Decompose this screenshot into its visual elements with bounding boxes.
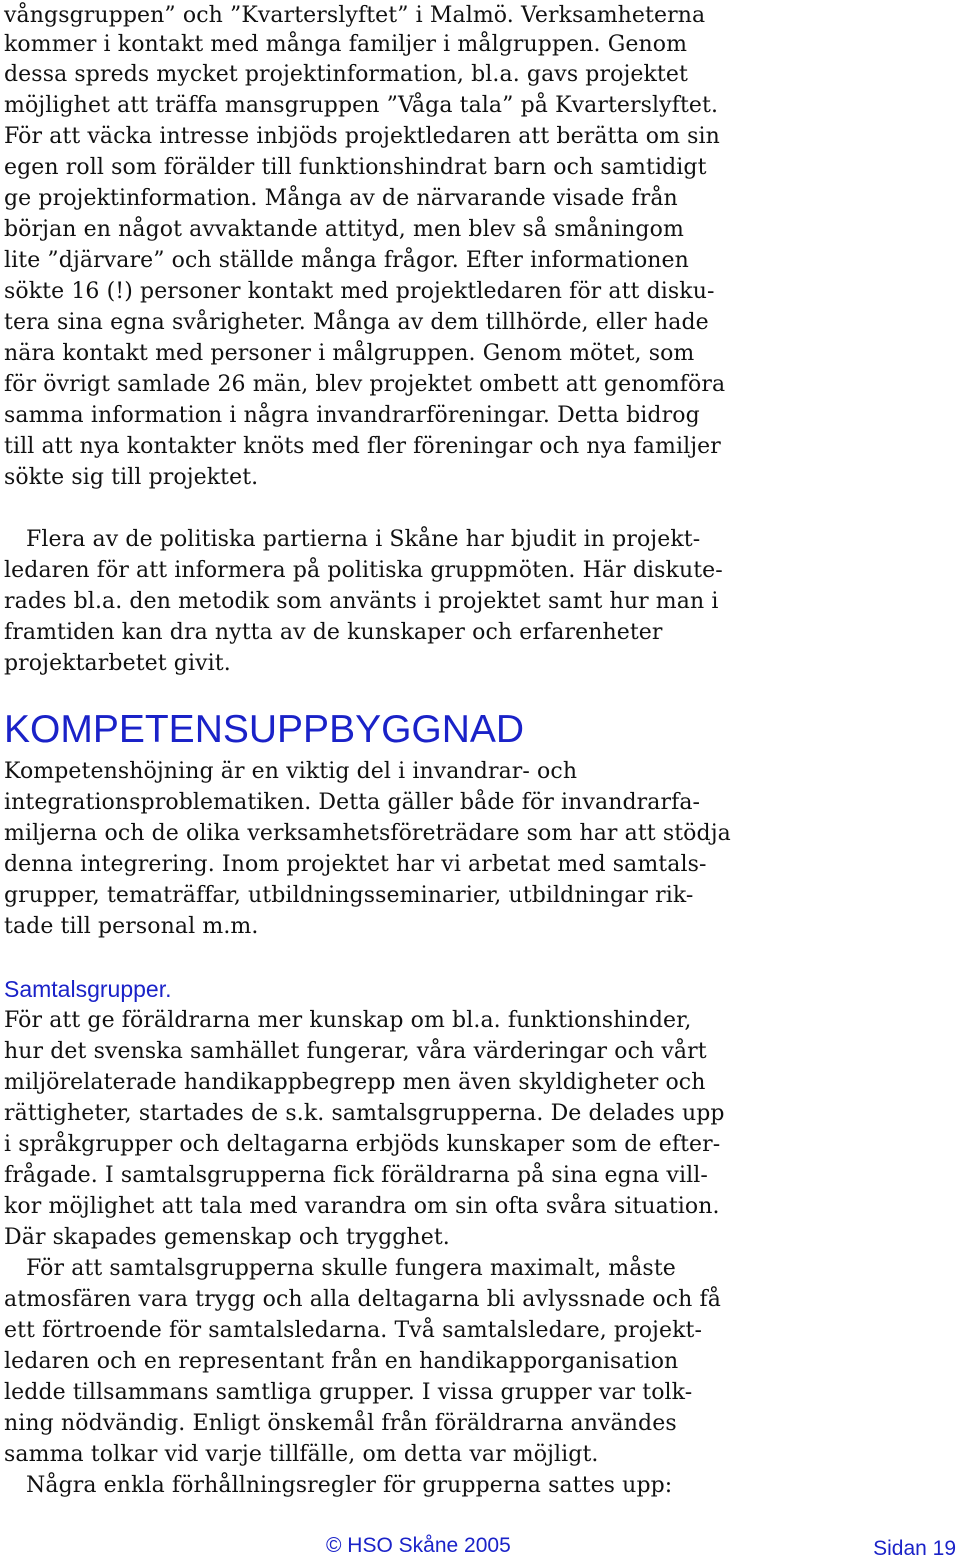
groups-line: samma tolkar vid varje tillfälle, om detta var möjligt. <box>4 1442 599 1467</box>
competence-line: Kompetenshöjning är en viktig del i invandrar- och <box>4 759 578 784</box>
intro-line: början en något avvaktande attityd, men blev så småningom <box>4 217 684 242</box>
groups-line: Några enkla förhållningsregler för grupperna sattes upp: <box>26 1473 673 1498</box>
intro-line: vångsgruppen” och ”Kvarterslyftet” i Malmö. Verksamheterna <box>4 3 706 28</box>
politics-line: rades bl.a. den metodik som använts i projektet samt hur man i <box>4 589 719 614</box>
competence-line: denna integrering. Inom projektet har vi arbetat med samtals- <box>4 852 707 877</box>
competence-line: grupper, tematräffar, utbildningsseminarier, utbildningar rik- <box>4 883 694 908</box>
intro-line: ge projektinformation. Många av de närvarande visade från <box>4 186 678 211</box>
groups-line: i språkgrupper och deltagarna erbjöds kunskaper som de efter- <box>4 1132 721 1157</box>
groups-line: hur det svenska samhället fungerar, våra värderingar och vårt <box>4 1039 707 1064</box>
intro-line: egen roll som förälder till funktionshindrat barn och samtidigt <box>4 155 707 180</box>
groups-line: Där skapades gemenskap och trygghet. <box>4 1225 450 1250</box>
groups-line: rättigheter, startades de s.k. samtalsgrupperna. De delades upp <box>4 1101 725 1126</box>
politics-line: ledaren för att informera på politiska gruppmöten. Här diskute- <box>4 558 723 583</box>
intro-line: för övrigt samlade 26 män, blev projektet ombett att genomföra <box>4 372 726 397</box>
groups-line: miljörelaterade handikappbegrepp men även skyldigheter och <box>4 1070 706 1095</box>
groups-line: För att samtalsgrupperna skulle fungera maximalt, måste <box>26 1256 676 1281</box>
groups-line: ning nödvändig. Enligt önskemål från föräldrarna användes <box>4 1411 677 1436</box>
groups-line: ett förtroende för samtalsledarna. Två samtalsledare, projekt- <box>4 1318 703 1343</box>
groups-line: ledde tillsammans samtliga grupper. I vissa grupper var tolk- <box>4 1380 693 1405</box>
competence-line: tade till personal m.m. <box>4 914 259 939</box>
intro-line: lite ”djärvare” och ställde många frågor. Efter informationen <box>4 248 689 273</box>
groups-line: kor möjlighet att tala med varandra om sin ofta svåra situation. <box>4 1194 720 1219</box>
subheading: Samtalsgrupper. <box>4 976 172 1002</box>
politics-line: projektarbetet givit. <box>4 651 231 676</box>
footer-copyright: © HSO Skåne 2005 <box>326 1534 511 1557</box>
intro-line: kommer i kontakt med många familjer i målgruppen. Genom <box>4 32 688 57</box>
intro-line: samma information i några invandrarföreningar. Detta bidrog <box>4 403 700 428</box>
groups-line: atmosfären vara trygg och alla deltagarna bli avlyssnade och få <box>4 1287 721 1312</box>
politics-line: framtiden kan dra nytta av de kunskaper och erfarenheter <box>4 620 663 645</box>
section-heading: KOMPETENSUPPBYGGNAD <box>4 708 525 751</box>
intro-line: sökte 16 (!) personer kontakt med projektledaren för att disku- <box>4 279 715 304</box>
intro-line: nära kontakt med personer i målgruppen. Genom mötet, som <box>4 341 695 366</box>
intro-line: sökte sig till projektet. <box>4 465 259 490</box>
groups-line: frågade. I samtalsgrupperna fick föräldrarna på sina egna vill- <box>4 1163 708 1188</box>
competence-line: integrationsproblematiken. Detta gäller både för invandrarfa- <box>4 790 701 815</box>
groups-line: ledaren och en representant från en handikapporganisation <box>4 1349 679 1374</box>
intro-line: till att nya kontakter knöts med fler föreningar och nya familjer <box>4 434 721 459</box>
footer-page-number: Sidan 19 <box>873 1537 956 1560</box>
politics-line: Flera av de politiska partierna i Skåne har bjudit in projekt- <box>26 527 701 552</box>
groups-line: För att ge föräldrarna mer kunskap om bl.a. funktionshinder, <box>4 1008 692 1033</box>
intro-line: tera sina egna svårigheter. Många av dem tillhörde, eller hade <box>4 310 709 335</box>
intro-line: För att väcka intresse inbjöds projektledaren att berätta om sin <box>4 124 720 149</box>
intro-line: möjlighet att träffa mansgruppen ”Våga tala” på Kvarterslyftet. <box>4 93 719 118</box>
competence-line: miljerna och de olika verksamhetsföreträdare som har att stödja <box>4 821 731 846</box>
intro-line: dessa spreds mycket projektinformation, bl.a. gavs projektet <box>4 62 688 87</box>
